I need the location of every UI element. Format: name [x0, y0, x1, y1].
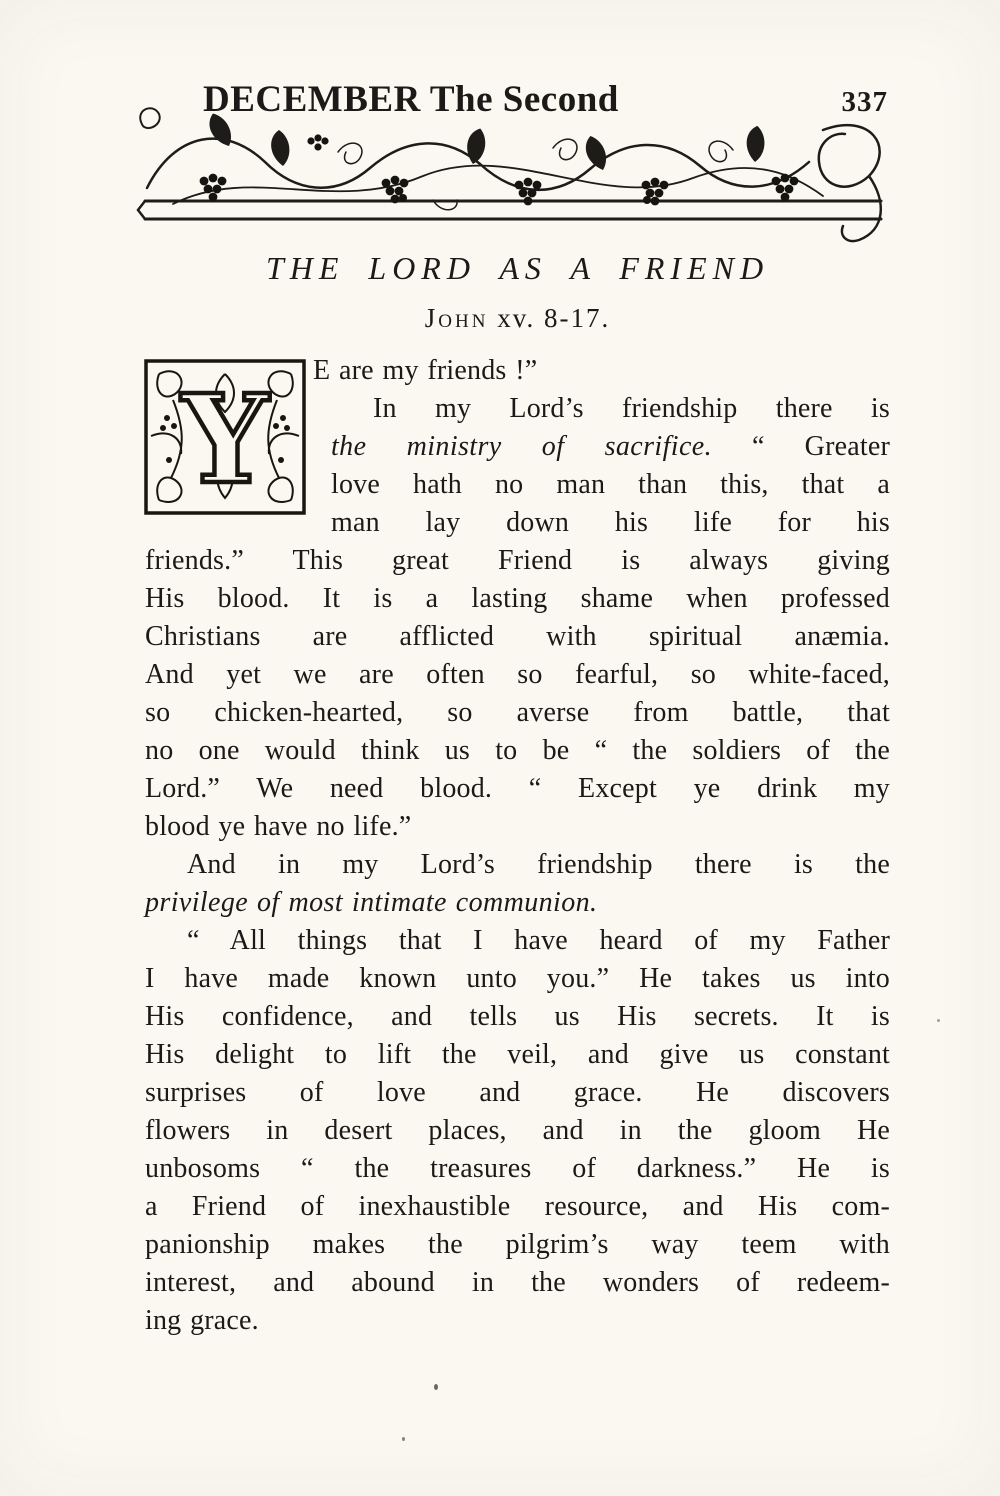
text-segment: “ Greater: [712, 431, 890, 462]
text-segment: ing grace.: [145, 1305, 259, 1336]
text-line: [145, 618, 890, 656]
text-segment: “ All things that I have heard of my Father: [187, 925, 890, 956]
scripture-reference: [145, 303, 890, 334]
text-segment: man lay down his life for his: [331, 507, 890, 538]
drop-cap-letter: Y: [181, 367, 269, 511]
text-line: [145, 846, 890, 884]
text-line: [145, 1150, 890, 1188]
running-title: DECEMBER The Second: [203, 79, 619, 120]
text-line: [145, 808, 890, 846]
text-line: [145, 884, 890, 922]
text-line: [145, 1074, 890, 1112]
text-line: [145, 1302, 890, 1340]
text-segment: And in my Lord’s friendship there is the: [187, 849, 890, 880]
text-segment: love hath no man than this, that a: [331, 469, 890, 500]
text-segment: panionship makes the pilgrim’s way teem with: [145, 1229, 890, 1260]
chapter-title: THE LORD AS A FRIEND: [265, 250, 770, 286]
text-segment: no one would think us to be “ the soldiers of the: [145, 735, 890, 766]
text-segment: And yet we are often so fearful, so white-faced,: [145, 659, 890, 690]
text-line: [145, 960, 890, 998]
text-line: [145, 580, 890, 618]
text-segment: His confidence, and tells us His secrets. It is: [145, 1001, 890, 1032]
text-segment: I have made known unto you.” He takes us into: [145, 963, 890, 994]
text-line: [145, 1226, 890, 1264]
grapevine-border-icon: [133, 104, 901, 252]
text-line: [145, 1188, 890, 1226]
text-line: [331, 390, 890, 428]
text-segment: blood ye have no life.”: [145, 811, 412, 842]
scan-speck: [434, 1384, 438, 1390]
text-line: [145, 1264, 890, 1302]
italic-text-segment: privilege of most intimate communion.: [145, 887, 598, 918]
text-segment: E are my friends !”: [313, 355, 538, 386]
text-line: [145, 922, 890, 960]
scan-speck: [402, 1437, 405, 1441]
text-segment: Christians are afflicted with spiritual anæmia.: [145, 621, 890, 652]
page-number: 337: [841, 86, 888, 118]
text-line: [145, 542, 890, 580]
text-segment: In my Lord’s friendship there is: [373, 393, 890, 424]
text-segment: unbosoms “ the treasures of darkness.” He is: [145, 1153, 890, 1184]
text-line: [331, 504, 890, 542]
text-line: [145, 732, 890, 770]
text-segment: His delight to lift the veil, and give us constant: [145, 1039, 890, 1070]
reference-passage: xv. 8-17.: [497, 303, 611, 333]
text-segment: a Friend of inexhaustible resource, and His com-: [145, 1191, 890, 1222]
text-segment: His blood. It is a lasting shame when professed: [145, 583, 890, 614]
text-segment: so chicken-hearted, so averse from battle, that: [145, 697, 890, 728]
text-segment: friends.” This great Friend is always giving: [145, 545, 890, 576]
text-segment: interest, and abound in the wonders of redeem-: [145, 1267, 890, 1298]
text-segment: Lord.” We need blood. “ Except ye drink my: [145, 773, 890, 804]
text-line: [145, 998, 890, 1036]
text-line: [145, 770, 890, 808]
text-line: [313, 352, 890, 390]
text-segment: flowers in desert places, and in the gloom He: [145, 1115, 890, 1146]
scan-speck: [937, 1019, 940, 1022]
reference-book: John: [424, 303, 489, 333]
text-line: [145, 1112, 890, 1150]
text-line: [145, 656, 890, 694]
text-line: [145, 1036, 890, 1074]
text-line: [331, 466, 890, 504]
text-line: [145, 694, 890, 732]
text-line: [331, 428, 890, 466]
body-text: [145, 352, 890, 1340]
text-segment: surprises of love and grace. He discovers: [145, 1077, 890, 1108]
italic-text-segment: the ministry of sacrifice.: [331, 431, 713, 462]
